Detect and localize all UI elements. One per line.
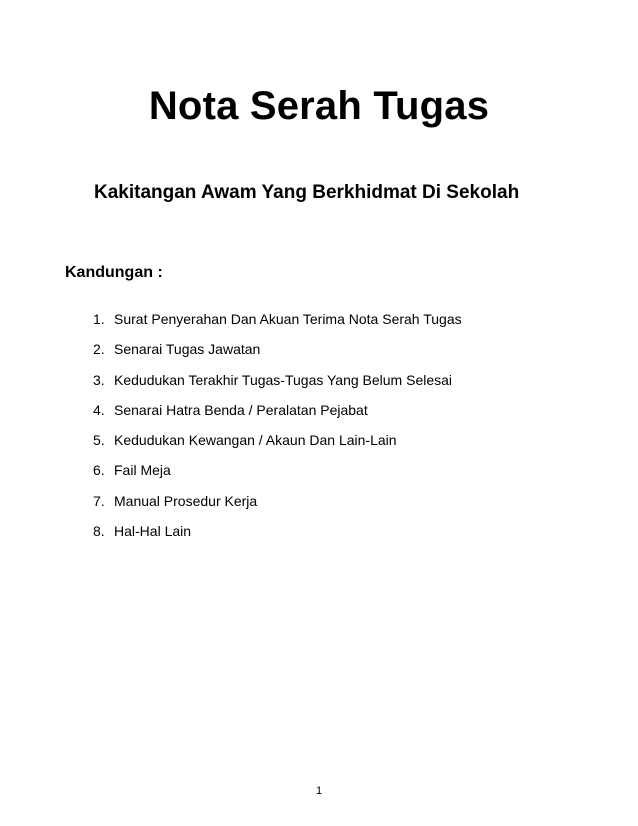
contents-item-text: Senarai Tugas Jawatan xyxy=(114,341,261,358)
contents-list xyxy=(93,309,462,551)
contents-item-text: Kedudukan Kewangan / Akaun Dan Lain-Lain xyxy=(114,432,397,449)
contents-item-text: Surat Penyerahan Dan Akuan Terima Nota Serah Tugas xyxy=(114,311,462,327)
contents-item-number: 3. xyxy=(93,371,105,388)
contents-item xyxy=(93,430,462,460)
contents-item xyxy=(93,400,462,430)
contents-item-text: Fail Meja xyxy=(114,462,171,479)
contents-item xyxy=(93,460,462,490)
contents-item-text: Senarai Hatra Benda / Peralatan Pejabat xyxy=(114,401,368,418)
contents-item-text: Manual Prosedur Kerja xyxy=(114,492,258,509)
document-subtitle: Kakitangan Awam Yang Berkhidmat Di Sekolah xyxy=(94,182,520,203)
contents-item-text: Kedudukan Terakhir Tugas-Tugas Yang Belum Selesai xyxy=(114,371,453,388)
contents-item xyxy=(93,370,462,400)
contents-item xyxy=(93,521,462,551)
contents-item-number: 4. xyxy=(93,401,105,418)
contents-item-number: 8. xyxy=(93,523,105,540)
document-title: Nota Serah Tugas xyxy=(148,84,490,128)
contents-item-number: 5. xyxy=(93,432,105,449)
contents-item-text: Hal-Hal Lain xyxy=(114,523,192,540)
contents-heading: Kandungan : xyxy=(65,264,163,281)
contents-item xyxy=(93,309,462,339)
contents-item-number: 1. xyxy=(93,311,105,327)
contents-item-number: 6. xyxy=(93,462,105,479)
contents-item xyxy=(93,491,462,521)
contents-item-number: 7. xyxy=(93,492,105,509)
contents-item xyxy=(93,339,462,369)
page-number: 1 xyxy=(315,785,323,797)
contents-item-number: 2. xyxy=(93,341,105,358)
